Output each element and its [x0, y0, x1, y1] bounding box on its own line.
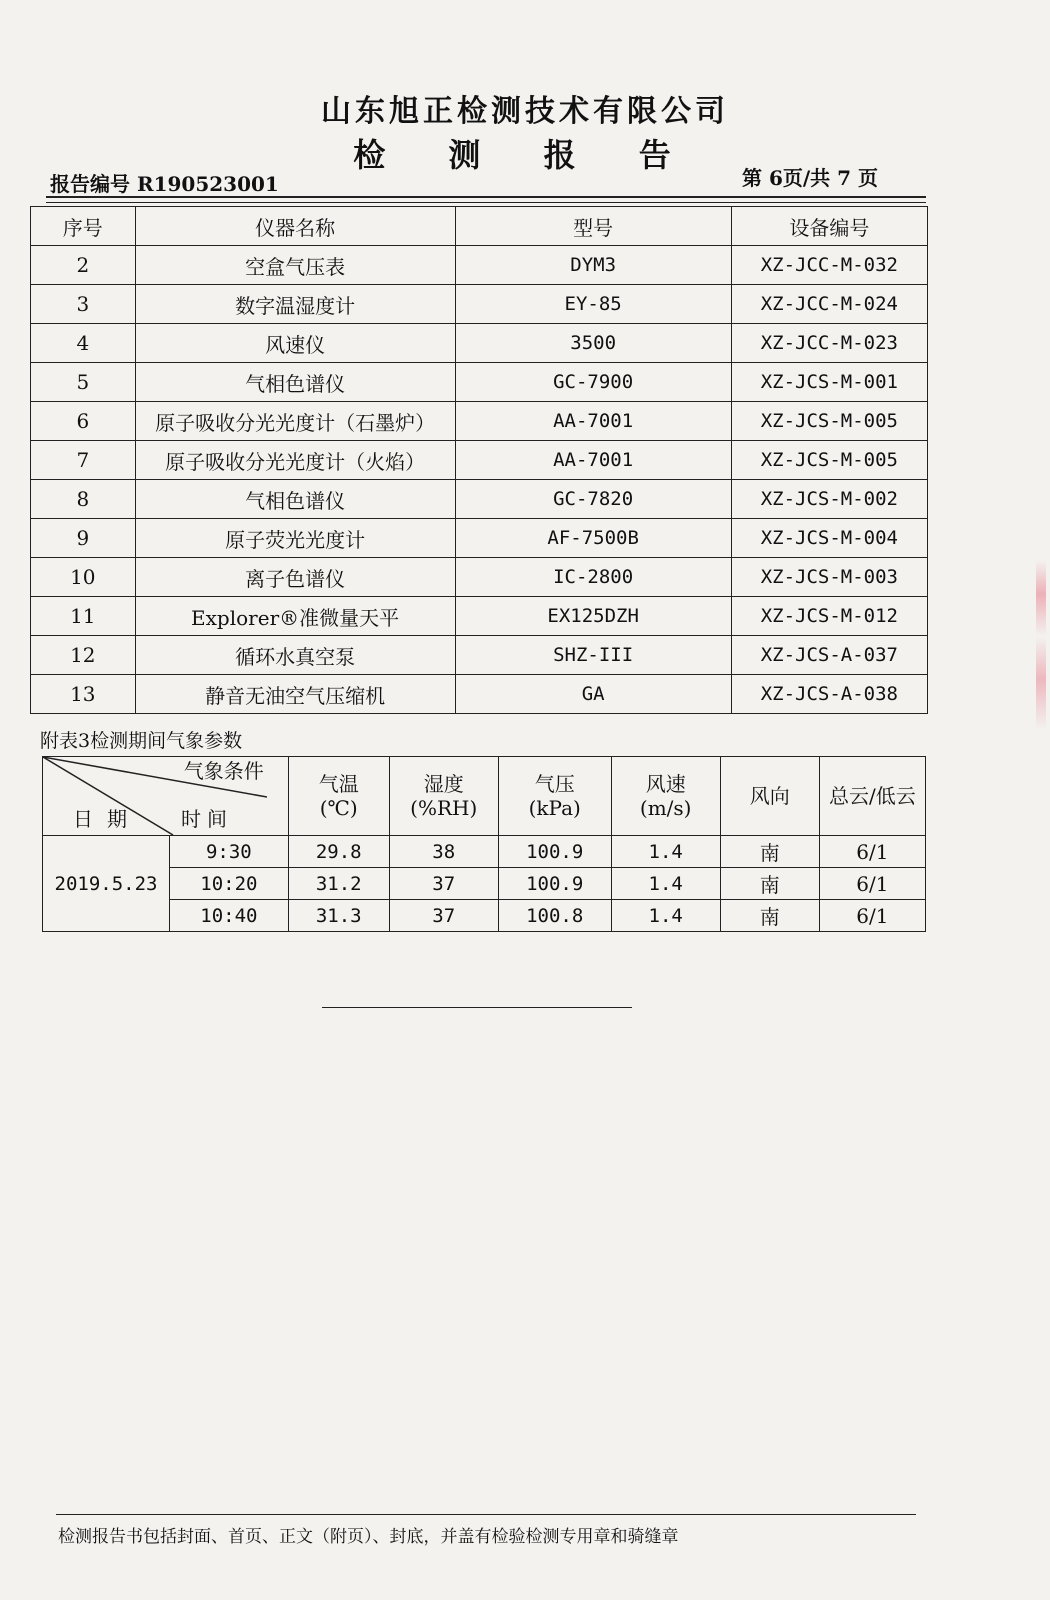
- cell-pressure: 100.9: [498, 868, 611, 900]
- table-row: [31, 597, 928, 636]
- cell-model: SHZ-III: [455, 636, 731, 675]
- cell-model: DYM3: [455, 246, 731, 285]
- cell-time: 9:30: [170, 836, 289, 868]
- cell-index: 12: [31, 636, 136, 675]
- cell-wind-speed: 1.4: [611, 836, 720, 868]
- cell-instrument: Explorer®准微量天平: [135, 597, 455, 636]
- header-condition-label: 气象条件: [183, 759, 264, 783]
- end-of-content-rule: [322, 1007, 632, 1008]
- cell-temperature: 29.8: [288, 836, 389, 868]
- cell-device-id: XZ-JCC-M-023: [731, 324, 927, 363]
- cell-index: 10: [31, 558, 136, 597]
- col-header-humidity: 湿度 (%RH): [389, 757, 498, 836]
- col-header-wind-direction: 风向: [720, 757, 819, 836]
- report-number: 报告编号 R190523001: [50, 172, 279, 196]
- table-row: [31, 363, 928, 402]
- equipment-table: [30, 206, 928, 714]
- cell-time: 10:20: [170, 868, 289, 900]
- cell-device-id: XZ-JCS-M-005: [731, 402, 927, 441]
- table-row: [31, 441, 928, 480]
- cell-index: 5: [31, 363, 136, 402]
- header-rule-thin: [46, 202, 926, 203]
- cell-instrument: 离子色谱仪: [135, 558, 455, 597]
- cell-wind-speed: 1.4: [611, 900, 720, 932]
- weather-table: [42, 756, 926, 932]
- cell-instrument: 气相色谱仪: [135, 480, 455, 519]
- col-header-instrument: 仪器名称: [135, 207, 455, 246]
- cell-instrument: 静音无油空气压缩机: [135, 675, 455, 714]
- cell-index: 7: [31, 441, 136, 480]
- table-row: [43, 900, 926, 932]
- cell-device-id: XZ-JCS-M-002: [731, 480, 927, 519]
- cell-model: EX125DZH: [455, 597, 731, 636]
- col-header-device-id: 设备编号: [731, 207, 927, 246]
- cell-model: GC-7820: [455, 480, 731, 519]
- cell-model: AA-7001: [455, 441, 731, 480]
- cell-model: AA-7001: [455, 402, 731, 441]
- cell-index: 8: [31, 480, 136, 519]
- table-row: [31, 246, 928, 285]
- table-row: [31, 285, 928, 324]
- header-date-label: 日期: [73, 807, 141, 831]
- table-row: [31, 675, 928, 714]
- cell-index: 3: [31, 285, 136, 324]
- cell-cloud: 6/1: [819, 868, 925, 900]
- cell-pressure: 100.9: [498, 836, 611, 868]
- diagonal-header-cell: [43, 757, 289, 836]
- page-indicator: 第 6页/共 7 页: [742, 166, 879, 190]
- cell-index: 11: [31, 597, 136, 636]
- cell-wind-speed: 1.4: [611, 868, 720, 900]
- cell-model: GC-7900: [455, 363, 731, 402]
- cell-pressure: 100.8: [498, 900, 611, 932]
- col-header-wind-speed: 风速 (m/s): [611, 757, 720, 836]
- cell-instrument: 数字温湿度计: [135, 285, 455, 324]
- cell-wind-direction: 南: [720, 836, 819, 868]
- table-row: [43, 868, 926, 900]
- table-row: [31, 558, 928, 597]
- cell-cloud: 6/1: [819, 900, 925, 932]
- cell-model: IC-2800: [455, 558, 731, 597]
- table-row: [31, 480, 928, 519]
- cell-instrument: 空盒气压表: [135, 246, 455, 285]
- table-row: [31, 402, 928, 441]
- cell-instrument: 风速仪: [135, 324, 455, 363]
- annex-title: 附表3检测期间气象参数: [40, 730, 243, 752]
- table-row: [43, 836, 926, 868]
- company-name: 山东旭正检测技术有限公司: [321, 94, 729, 129]
- cell-wind-direction: 南: [720, 900, 819, 932]
- cell-device-id: XZ-JCS-M-004: [731, 519, 927, 558]
- cell-instrument: 原子荧光光度计: [135, 519, 455, 558]
- cell-index: 4: [31, 324, 136, 363]
- cell-index: 2: [31, 246, 136, 285]
- header-time-label: 时间: [181, 807, 233, 831]
- cell-humidity: 38: [389, 836, 498, 868]
- table-row: [31, 519, 928, 558]
- cell-instrument: 气相色谱仪: [135, 363, 455, 402]
- cell-device-id: XZ-JCS-A-038: [731, 675, 927, 714]
- document-title: 检 测 报 告: [353, 136, 697, 174]
- cell-instrument: 原子吸收分光光度计（石墨炉）: [135, 402, 455, 441]
- cell-model: GA: [455, 675, 731, 714]
- cell-instrument: 原子吸收分光光度计（火焰）: [135, 441, 455, 480]
- cell-wind-direction: 南: [720, 868, 819, 900]
- cell-temperature: 31.3: [288, 900, 389, 932]
- col-header-pressure: 气压 (kPa): [498, 757, 611, 836]
- cell-device-id: XZ-JCS-A-037: [731, 636, 927, 675]
- cell-device-id: XZ-JCS-M-005: [731, 441, 927, 480]
- header-rule: [46, 196, 926, 198]
- table-row: [31, 324, 928, 363]
- col-header-cloud: 总云/低云: [819, 757, 925, 836]
- cell-device-id: XZ-JCS-M-003: [731, 558, 927, 597]
- table-row: [31, 636, 928, 675]
- col-header-model: 型号: [455, 207, 731, 246]
- cell-device-id: XZ-JCC-M-032: [731, 246, 927, 285]
- cell-device-id: XZ-JCC-M-024: [731, 285, 927, 324]
- cell-index: 9: [31, 519, 136, 558]
- weather-header-row: [43, 757, 926, 836]
- col-header-index: 序号: [31, 207, 136, 246]
- cell-model: 3500: [455, 324, 731, 363]
- cell-time: 10:40: [170, 900, 289, 932]
- cell-cloud: 6/1: [819, 836, 925, 868]
- equipment-header-row: [31, 207, 928, 246]
- cell-device-id: XZ-JCS-M-012: [731, 597, 927, 636]
- footer-rule: [56, 1514, 916, 1515]
- cell-date: 2019.5.23: [43, 836, 170, 932]
- cell-humidity: 37: [389, 868, 498, 900]
- cell-index: 13: [31, 675, 136, 714]
- cell-model: AF-7500B: [455, 519, 731, 558]
- seal-edge-mark: [1036, 560, 1046, 730]
- cell-temperature: 31.2: [288, 868, 389, 900]
- cell-index: 6: [31, 402, 136, 441]
- cell-instrument: 循环水真空泵: [135, 636, 455, 675]
- cell-humidity: 37: [389, 900, 498, 932]
- col-header-temperature: 气温 (℃): [288, 757, 389, 836]
- cell-model: EY-85: [455, 285, 731, 324]
- footer-note: 检测报告书包括封面、首页、正文（附页）、封底，并盖有检验检测专用章和骑缝章: [58, 1527, 679, 1547]
- cell-device-id: XZ-JCS-M-001: [731, 363, 927, 402]
